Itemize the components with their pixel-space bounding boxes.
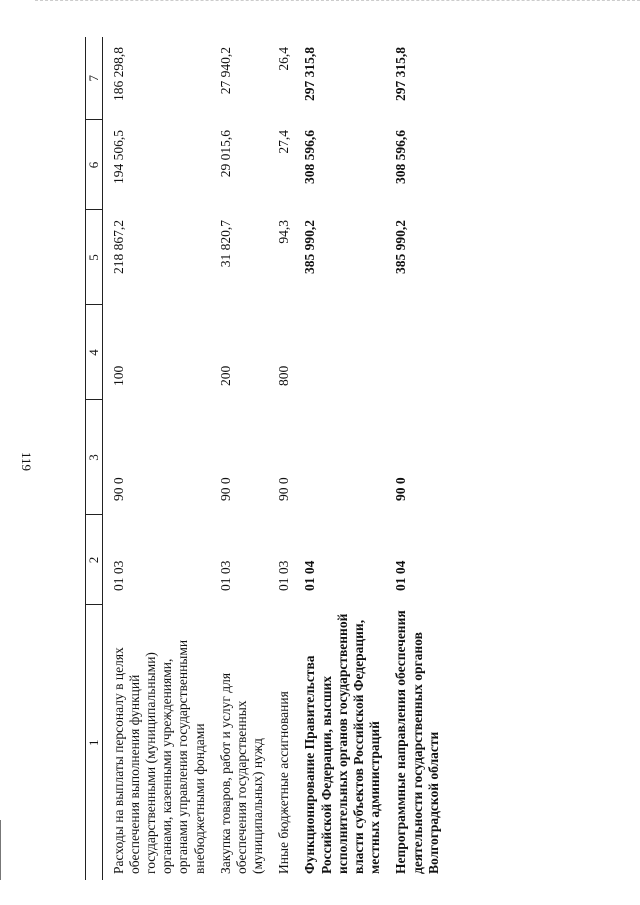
scan-top-edge [35,0,640,1]
row-section: 01 03 [217,560,233,591]
header-col-3: 3 [86,400,103,515]
row-amount-5: 385 990,2 [393,220,409,274]
table-row [274,37,294,880]
row-amount-6: 27,4 [276,130,292,154]
row-amount-5: 218 867,2 [110,220,126,274]
row-target-article [300,400,385,515]
row-name: Функционирование Правительства Российской Федерации, высших исполнительных органов государственной власти субъектов Российской Федерации, местных администраций [302,613,383,874]
row-expense-type: 200 [217,365,233,386]
row-amount-6: 308 596,6 [302,130,318,184]
row-name: Иные бюджетные ассигнования [276,691,292,874]
row-section: 01 03 [276,560,292,591]
page-number: 119 [19,452,34,472]
row-amount-5: 94,3 [276,220,292,244]
header-col-5: 5 [86,210,103,305]
row-expense-type: 100 [110,365,126,386]
row-target-article: 90 0 [393,477,409,501]
row-target-article: 90 0 [276,477,292,501]
table-row [391,37,444,880]
row-expense-type [300,305,385,400]
row-name: Непрограммные направления обеспечения деятельности государственных органов Волгоградской области [393,610,441,874]
header-col-4: 4 [86,305,103,400]
header-col-1: 1 [86,605,103,880]
table-row [216,37,269,880]
scan-left-edge-mark [0,820,5,880]
row-amount-7: 186 298,8 [110,47,126,101]
row-amount-7: 297 315,8 [302,47,318,101]
budget-table [85,37,444,880]
row-expense-type [391,305,444,400]
row-amount-7: 297 315,8 [393,47,409,101]
row-name: Расходы на выплаты персоналу в целях обеспечения выполнения функций государственными (муниципальными) органами, казенными учреждениями, органами управления государственными внебюджетными фондами [110,639,207,874]
row-target-article: 90 0 [217,477,233,501]
row-section: 01 04 [393,560,409,591]
budget-table-sheet [85,37,585,880]
row-amount-5: 385 990,2 [302,220,318,274]
row-amount-6: 194 506,5 [110,130,126,184]
row-name: Закупка товаров, работ и услуг для обеспечения государственных (муниципальных) нужд [217,672,266,874]
header-col-7: 7 [86,37,103,120]
table-row [109,37,210,880]
row-section: 01 04 [302,560,318,591]
header-col-6: 6 [86,120,103,210]
row-amount-5: 31 820,7 [217,220,233,268]
table-header-row [86,37,103,880]
header-col-2: 2 [86,515,103,605]
row-amount-7: 27 940,2 [217,47,233,95]
row-amount-6: 308 596,6 [393,130,409,184]
table-row [300,37,385,880]
row-expense-type: 800 [276,365,292,386]
row-target-article: 90 0 [110,477,126,501]
row-amount-7: 26,4 [276,47,292,71]
row-section: 01 03 [110,560,126,591]
row-amount-6: 29 015,6 [217,130,233,178]
